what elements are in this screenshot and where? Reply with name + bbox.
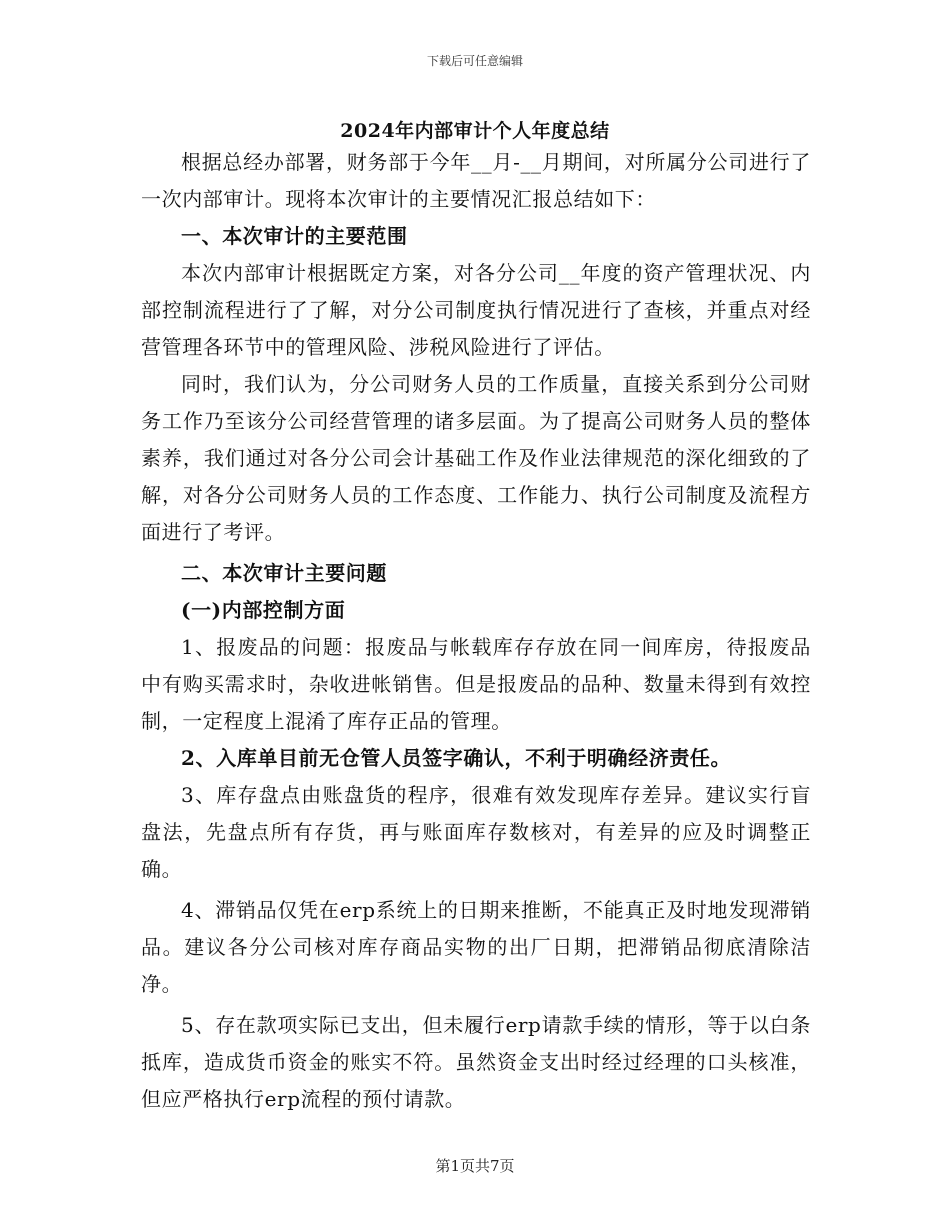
intro-paragraph: 根据总经办部署，财务部于今年__月-__月期间，对所属分公司进行了一次内部审计。现将本次审计的主要情况汇报总结如下：	[141, 150, 811, 211]
issue-paragraph-2: 2、入库单目前无仓管人员签字确认，不利于明确经济责任。	[181, 746, 732, 770]
scope-paragraph-1: 本次内部审计根据既定方案，对各分公司__年度的资产管理状况、内部控制流程进行了了解，对分公司制度执行情况进行了查核，并重点对经营管理各环节中的管理风险、涉税风险进行了评估。	[141, 261, 811, 359]
issue-paragraph-4: 4、滞销品仅凭在erp系统上的日期来推断，不能真正及时地发现滞销品。建议各分公司核对库存商品实物的出厂日期，把滞销品彻底清除洁净。	[141, 898, 811, 996]
issue-paragraph-1: 1、报废品的问题：报废品与帐载库存存放在同一间库房，待报废品中有购买需求时，杂收进帐销售。但是报废品的品种、数量未得到有效控制，一定程度上混淆了库存正品的管理。	[141, 635, 811, 733]
section-heading-issues: 二、本次审计主要问题	[181, 561, 387, 585]
section-heading-scope: 一、本次审计的主要范围	[181, 224, 408, 248]
document-body	[141, 144, 811, 1118]
issue-paragraph-5: 5、存在款项实际已支出，但未履行erp请款手续的情形，等于以白条抵库，造成货币资金的账实不符。虽然资金支出时经过经理的口头核准，但应严格执行erp流程的预付请款。	[141, 1013, 811, 1111]
scope-paragraph-2: 同时，我们认为，分公司财务人员的工作质量，直接关系到分公司财务工作乃至该分公司经营管理的诸多层面。为了提高公司财务人员的整体素养，我们通过对各分公司会计基础工作及作业法律规范的深化细致的了解，对各分公司财务人员的工作态度、工作能力、执行公司制度及流程方面进行了考评。	[141, 372, 811, 544]
page-header: 下载后可任意编辑	[426, 54, 523, 68]
page-number: 第1页共7页	[435, 1157, 515, 1175]
subsection-heading-internal-control: (一)内部控制方面	[181, 598, 346, 622]
issue-paragraph-3: 3、库存盘点由账盘货的程序，很难有效发现库存差异。建议实行盲盘法，先盘点所有存货，再与账面库存数核对，有差异的应及时调整正确。	[141, 783, 811, 881]
document-title: 2024年内部审计个人年度总结	[340, 120, 610, 142]
